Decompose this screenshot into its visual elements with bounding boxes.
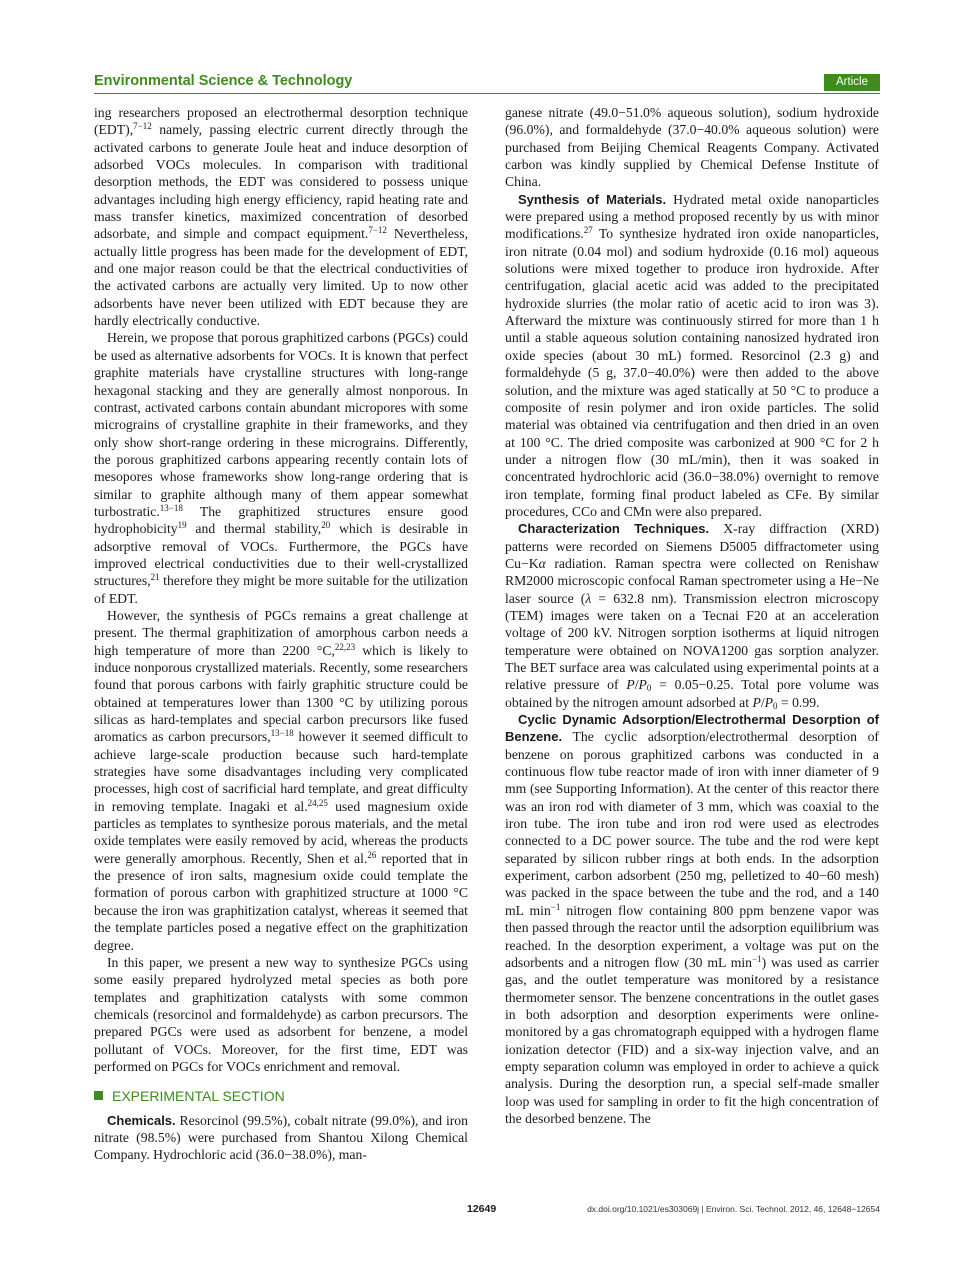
article-type-badge: Article (824, 74, 880, 91)
paragraph: Synthesis of Materials. Hydrated metal oxide nanoparticles were prepared using a method proposed recently by us with minor modifications.$^{27}$ To synthesize hydrated iron oxide nanoparticles, iron nitrate (0.04 mol) and sodium hydroxide (0.16 mol) aqueous solutions were mixed together to produce iron hydroxide. After centrifugation, glacial acetic acid was added to the precipitated hydroxide slurries (the molar ratio of acetic acid to iron was 3). Afterward the mixture was continuously stirred for more than 1 h until a stable aqueous solution containing nanosized hydrated iron oxide species (about 30 mL) formed. Resorcinol (2.3 g) and formaldehyde (5 g, 37.0−40.0%) were then added to the above solution, and the mixture was aged statically at 50 °C to produce a composite of resin polymer and iron oxide particles. The solid material was obtained via centrifugation and then dried in an oven at 100 °C. The dried composite was carbonized at 900 °C for 2 h under a nitrogen flow (30 mL/min), then it was soaked in concentrated hydrochloric acid (36.0−38.0%) overnight to remove iron template, forming final product labeled as CFe. By similar procedures, CCo and CMn were also prepared. (505, 191, 879, 519)
header-rule (94, 93, 880, 94)
paragraph: In this paper, we present a new way to synthesize PGCs using some easily prepared hydrolyzed metal species as both pore templates and graphitization catalysts with some common chemicals (resorcinol and formaldehyde) as carbon precursors. The prepared PGCs were used as adsorbent for benzene, a model pollutant of VOCs. Moreover, for the first time, EDT was performed on PGCs for VOCs enrichment and removal. (94, 954, 468, 1074)
section-heading: EXPERIMENTAL SECTION (94, 1088, 468, 1105)
right-column (505, 104, 879, 1127)
journal-title: Environmental Science & Technology (94, 73, 353, 89)
run-in-heading: Chemicals. (107, 1112, 176, 1128)
paragraph: Characterization Techniques. X-ray diffraction (XRD) patterns were recorded on Siemens D5005 diffractometer using Cu−Kα radiation. Raman spectra were collected on Renishaw RM2000 microscopic confocal Raman spectrometer using a He−Ne laser source (λ = 632.8 nm). Transmission electron microscopy (TEM) images were taken on a Tecnai F20 at an acceleration voltage of 200 kV. Nitrogen sorption isotherms at liquid nitrogen temperature were obtained on NOVA1200 gas sorption analyzer. The BET surface area was calculated using experimental points at a relative pressure of $P/P_0 = 0.05-0.25$. Total pore volume was obtained by the nitrogen amount adsorbed at $P/P_0 = 0.99$. (505, 521, 880, 711)
paragraph: Cyclic Dynamic Adsorption/Electrothermal Desorption of Benzene. The cyclic adsorption/electrothermal desorption of benzene on porous graphitized carbons was conducted in a continuous flow tube reactor made of iron with inner diameter of 9 mm (see Supporting Information). At the center of this reactor there was an iron rod with diameter of 3 mm, which was coaxial to the iron tube. The iron tube and iron rod were used as electrodes connected to a DC power source. The tube and the rod were kept separated by silicon rubber rings at both ends. In the adsorption experiment, carbon adsorbent (250 mg, pelletized to 40−60 mesh) was packed in the space between the tube and the rod, and a 140 mL $\min^{-1}$ nitrogen flow containing 800 ppm benzene vapor was then passed through the reactor until the adsorption equilibrium was reached. In the desorption experiment, a voltage was put on the adsorbents and a nitrogen flow (30 mL $\min^{-1}$) was used as carrier gas, and the outlet temperature was monitored by a resistance thermometer sensor. The benzene concentrations in the outlet gases in both adsorption and desorption experiments were online-monitored by a gas chromatograph equipped with a hydrogen flame ionization detector (FID) and a six-way injection valve, and an empty separation column was employed in order to achieve a quick analysis. During the desorption run, a special self-made smaller loop was used for sampling in order to fit the high concentration of the desorbed benzene. The (505, 712, 879, 1126)
page-footer (94, 1203, 880, 1217)
page-header (94, 73, 880, 93)
page-number: 12649 (467, 1203, 497, 1215)
paragraph: Chemicals. Resorcinol (99.5%), cobalt nitrate (99.0%), and iron nitrate (98.5%) were purchased from Shantou Xilong Chemical Company. Hydrochloric acid (36.0−38.0%), man- (94, 1112, 468, 1163)
paragraph: ganese nitrate (49.0−51.0% aqueous solution), sodium hydroxide (96.0%), and formaldehyde (37.0−40.0% aqueous solution) were purchased from Beijing Chemical Reagents Company. Activated carbon was kindly supplied by Chemical Defense Institute of China. (505, 105, 879, 190)
run-in-heading: Characterization Techniques. (518, 521, 710, 537)
doi-citation: dx.doi.org/10.1021/es303069j | Environ. Sci. Technol. 2012, 46, 12648−12654 (587, 1204, 880, 1214)
paragraph: ing researchers proposed an electrothermal desorption technique (EDT),$^{7-12}$ namely, passing electric current directly through the activated carbons to generate Joule heat and induce desorption of adsorbed VOCs molecules. In comparison with traditional desorption methods, the EDT was considered to possess unique advantages including high energy efficiency, rapid heating rate and mass transfer kinetics, maximized concentration of desorbed adsorbate, and simple and compact equipment.$^{7-12}$ Nevertheless, actually little progress has been made for the development of EDT, and one major reason could be that the electrical conductivities of the activated carbons are actually very limited. Up to now other adsorbents have never been utilized with EDT because they are hardly electrically conductive. (94, 105, 468, 329)
run-in-heading: Cyclic Dynamic Adsorption/Electrothermal Desorption of Benzene. (505, 712, 879, 745)
paragraph: However, the synthesis of PGCs remains a great challenge at present. The thermal graphitization of amorphous carbon needs a high temperature of more than 2200 °C,$^{22,23}$ which is likely to induce nonporous crystallized materials. Recently, some researchers found that porous carbons with fairly graphitic structure could be obtained at temperatures lower than 1300 °C by utilizing porous silicas as hard-templates and special carbon precursors like fused aromatics as carbon precursors,$^{13-18}$ however it seemed difficult to achieve large-scale production because such hard-template strategies have some disadvantages including very complicated processes, high cost of sacrificial hard template, and great difficulty in removing template. Inagaki et al.$^{24,25}$ used magnesium oxide particles as templates to synthesize porous materials, and the metal oxide templates were easily removed by acid, whereas the products were generally amorphous. Recently, Shen et al.$^{26}$ reported that in the presence of iron salts, magnesium oxide could template the formation of porous carbon with graphitized structure at 1000 °C because the iron was graphitization catalyst, whereas it seemed that the template particles posed a negative effect on the graphitization degree. (94, 607, 469, 953)
paragraph: Herein, we propose that porous graphitized carbons (PGCs) could be used as alternative adsorbents for VOCs. It is known that perfect graphite materials have crystalline structures with long-range hexagonal stacking and they are generally almost nonporous. In contrast, activated carbons contain abundant micropores with some micrograins of crystalline graphite in their frameworks, and they only show short-range ordering in these micrograins. Differently, the porous graphitized carbons appearing recently contain lots of mesopores whose frameworks show long-range ordering that is similar to graphite although many of them appear somewhat turbostratic.$^{13-18}$ The graphitized structures ensure good hydrophobicity$^{19}$ and thermal stability,$^{20}$ which is desirable in adsorptive removal of VOCs. Furthermore, the PGCs have improved electrical conductivities due to their well-crystallized structures,$^{21}$ therefore they might be more suitable for the utilization of EDT. (94, 330, 469, 606)
section-square-icon (94, 1091, 103, 1100)
run-in-heading: Synthesis of Materials. (518, 191, 667, 207)
left-column (94, 104, 468, 1164)
